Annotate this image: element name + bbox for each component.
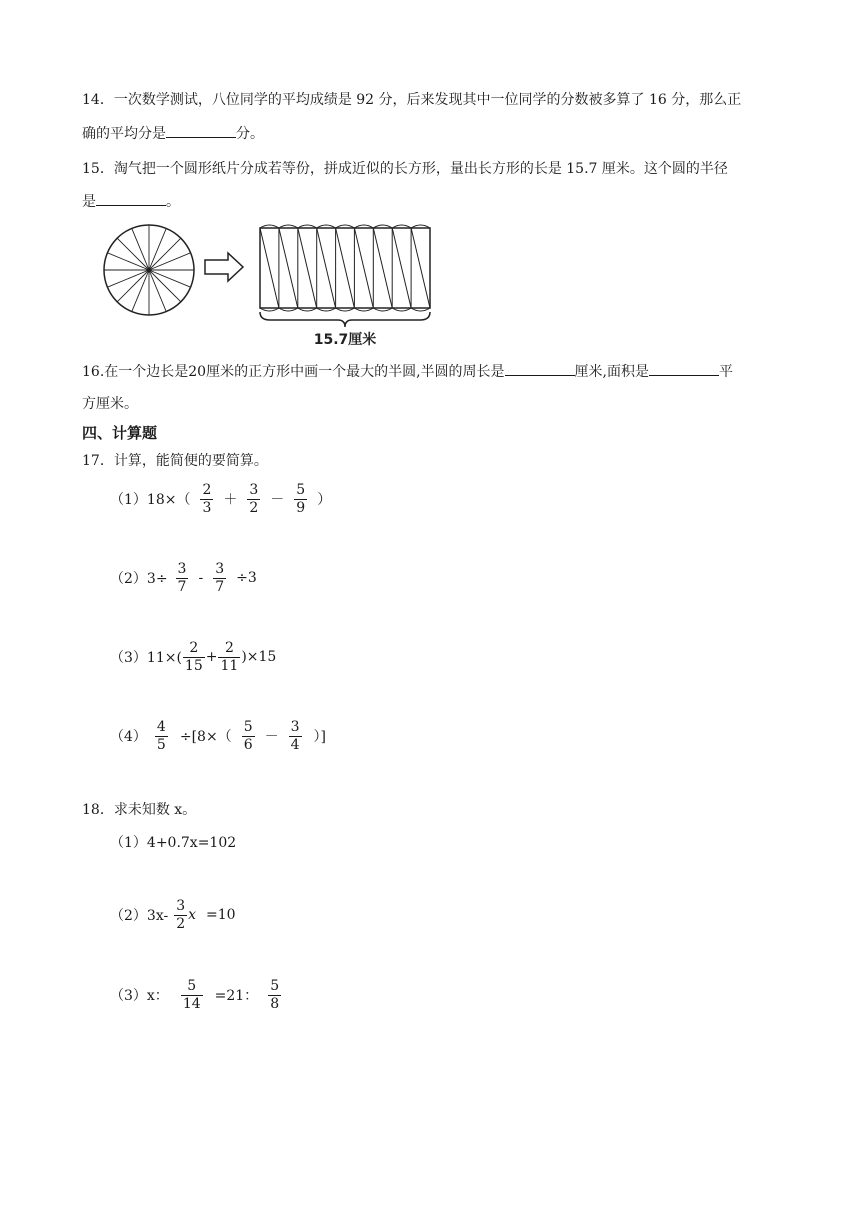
q17-p3-label: （3）11×( [110, 650, 182, 666]
q17-part2 [110, 554, 257, 602]
fraction: $\frac{2}{11}$ [220, 639, 239, 674]
q14-line1: 14．一次数学测试，八位同学的平均成绩是 92 分，后来发现其中一位同学的分数被多算了 16 分，那么正 [82, 92, 742, 108]
q15-line2-suffix: 。 [166, 194, 180, 210]
q15-line2 [82, 191, 180, 212]
fraction: $\frac{3}{2}$ [176, 897, 186, 932]
expr-end: ÷3 [236, 570, 257, 586]
q16-line1-mid: 厘米,面积是 [574, 364, 649, 380]
divided-circle [104, 225, 194, 315]
fraction: $\frac{3}{4}$ [290, 718, 300, 753]
fraction: $\frac{2}{3}$ [202, 481, 212, 516]
rearranged-rectangle [260, 225, 430, 311]
q14-answer-blank[interactable] [166, 123, 236, 138]
operator: － [264, 729, 279, 745]
q17-p4-label: （4） [110, 729, 147, 745]
q18-part3 [110, 971, 285, 1019]
q15-line2-prefix: 是 [82, 194, 96, 210]
fraction: $\frac{5}{9}$ [296, 481, 306, 516]
fraction: $\frac{4}{5}$ [156, 718, 166, 753]
q18-part1: （1）4+0.7x=102 [110, 835, 237, 851]
fraction: $\frac{2}{15}$ [184, 639, 203, 674]
q18-title: 18．求未知数 x。 [82, 802, 197, 818]
q17-p1-label: （1）18×（ [110, 492, 191, 508]
q17-p2-label: （2）3÷ [110, 571, 168, 587]
q16-line2: 方厘米。 [82, 396, 138, 412]
q14-line2-prefix: 确的平均分是 [82, 126, 166, 142]
q15-line1: 15．淘气把一个圆形纸片分成若等份，拼成近似的长方形，量出长方形的长是 15.7 厘米。这个圆的半径 [82, 161, 728, 177]
variable-x: x [188, 907, 197, 923]
q16-line1-suffix: 平 [718, 364, 733, 380]
q17-part1 [110, 475, 331, 523]
length-label: 15.7厘米 [313, 332, 377, 348]
operator: + [205, 649, 218, 665]
q18-p3-label: （3）x： [110, 988, 169, 1004]
fraction: $\frac{5}{6}$ [243, 718, 253, 753]
expr-end: )×15 [241, 649, 277, 665]
expr-mid: ÷[8×（ [179, 729, 232, 745]
q17-title: 17．计算，能简便的要简算。 [82, 453, 268, 469]
q14-line2 [82, 123, 264, 144]
q15-answer-blank[interactable] [96, 191, 166, 206]
fraction: $\frac{5}{8}$ [270, 977, 280, 1012]
q14-line2-suffix: 分。 [236, 126, 264, 142]
section-heading: 四、计算题 [82, 424, 158, 442]
q16-perimeter-blank[interactable] [505, 361, 575, 376]
fraction: $\frac{3}{7}$ [177, 560, 187, 595]
expr-mid: =21： [214, 988, 259, 1004]
q17-part4 [110, 712, 326, 760]
q18-part2 [110, 891, 236, 939]
q16-line1 [82, 361, 733, 382]
fraction: $\frac{5}{14}$ [182, 977, 201, 1012]
q16-area-blank[interactable] [649, 361, 719, 376]
fraction: $\frac{3}{2}$ [249, 481, 259, 516]
expr-end: =10 [206, 907, 236, 923]
expr-end: ）] [313, 729, 326, 745]
length-brace [260, 312, 430, 327]
fraction: $\frac{3}{7}$ [215, 560, 225, 595]
q16-line1-prefix: 16.在一个边长是20厘米的正方形中画一个最大的半圆,半圆的周长是 [82, 364, 505, 380]
paren-close: ） [317, 492, 332, 508]
operator: － [270, 492, 285, 508]
q17-part3 [110, 633, 276, 681]
q18-p2-label: （2）3x- [110, 908, 169, 924]
operator: ＋ [223, 492, 238, 508]
q15-figure [100, 220, 440, 350]
operator: - [198, 570, 204, 586]
arrow-icon [205, 253, 243, 281]
